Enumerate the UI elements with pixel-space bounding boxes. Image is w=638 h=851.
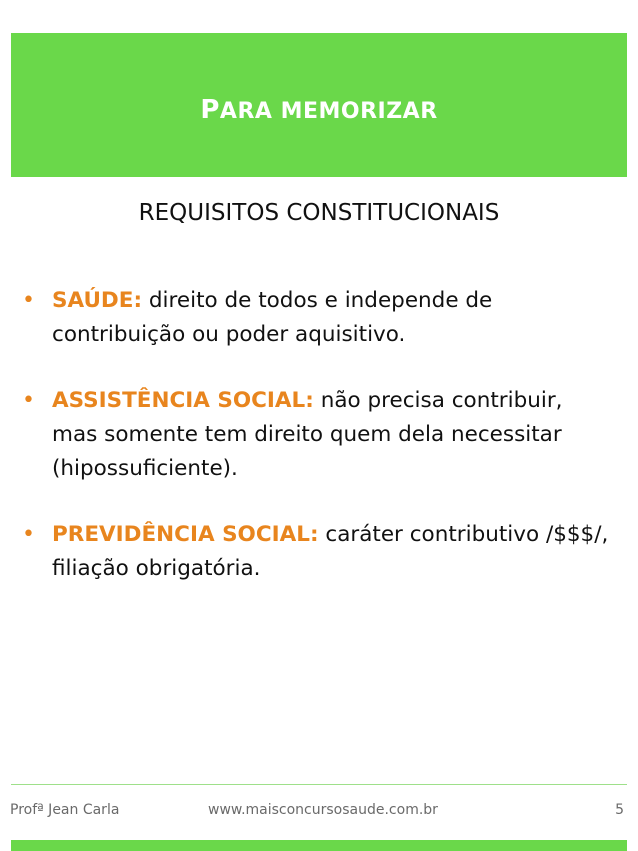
bullet-body [52, 518, 612, 586]
page-number: 5 [615, 802, 624, 818]
page-title [200, 95, 437, 125]
bullet-label: PREVIDÊNCIA SOCIAL: [52, 522, 319, 547]
page-title-rest: ARA MEMORIZAR [219, 99, 438, 124]
bullet-label: ASSISTÊNCIA SOCIAL: [52, 388, 314, 413]
bullet-text: direito de todos e independe de contribuição ou poder aquisitivo. [52, 288, 493, 347]
list-item-previdencia [22, 518, 612, 586]
list-item-saude [22, 284, 612, 352]
bullet-list [22, 284, 612, 618]
footer-author: Profª Jean Carla [10, 802, 120, 818]
bullet-body [52, 284, 612, 352]
bullet-body [52, 384, 612, 486]
bullet-icon: • [22, 288, 35, 313]
bullet-text: não precisa contribuir, mas somente tem direito quem dela necessitar (hipossuficiente). [52, 388, 563, 481]
footer [0, 784, 638, 851]
section-subtitle: REQUISITOS CONSTITUCIONAIS [138, 200, 500, 226]
footer-website[interactable]: www.maisconcursosaude.com.br [208, 802, 438, 818]
bullet-icon: • [22, 522, 35, 547]
title-bar [11, 33, 627, 177]
page-title-initial: P [200, 95, 220, 125]
footer-green-bar [11, 840, 627, 851]
list-item-assistencia [22, 384, 612, 486]
bullet-text: caráter contributivo /$$$/, filiação obrigatória. [52, 522, 609, 581]
bullet-label: SAÚDE: [52, 288, 143, 313]
bullet-icon: • [22, 388, 35, 413]
footer-divider [11, 784, 627, 785]
